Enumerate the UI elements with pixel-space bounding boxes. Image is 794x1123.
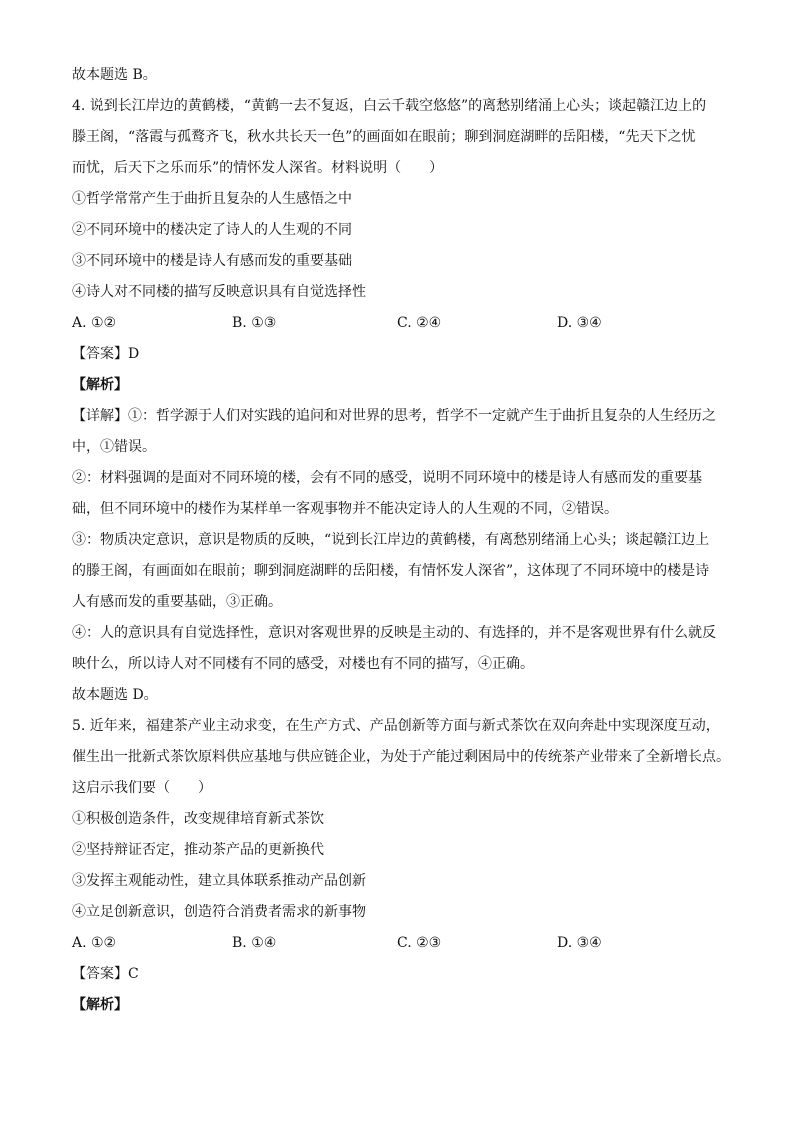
question-5-stem: 5. 近年来，福建茶产业主动求变，在生产方式、产品创新等方面与新式茶饮在双向奔赴中实现深度互动， — [72, 718, 720, 734]
detail-line: 人有感而发的重要基础，③正确。 — [72, 594, 282, 610]
statement-1: ①哲学常常产生于曲折且复杂的人生感悟之中 — [72, 191, 352, 207]
statement-3: ③发挥主观能动性，建立具体联系推动产品创新 — [72, 873, 366, 889]
option-c: C. ②③ — [397, 935, 442, 951]
statement-4: ④立足创新意识，创造符合消费者需求的新事物 — [72, 904, 366, 920]
document-page — [72, 60, 732, 1021]
text-line: 而忧，后天下之乐而乐”的情怀发人深省。材料说明（ ） — [72, 160, 444, 176]
detail-line: ②：材料强调的是面对不同环境的楼，会有不同的感受，说明不同环境中的楼是诗人有感而发的重要基 — [72, 470, 702, 486]
option-b: B. ①③ — [232, 315, 277, 331]
option-a: A. ①② — [72, 935, 117, 951]
statement-3: ③不同环境中的楼是诗人有感而发的重要基础 — [72, 253, 352, 269]
option-a: A. ①② — [72, 315, 117, 331]
detail-line: 中，①错误。 — [72, 439, 156, 455]
detail-line: 础，但不同环境中的楼作为某样单一客观事物并不能决定诗人的人生观的不同，②错误。 — [72, 501, 618, 517]
detail-line: 【详解】①：哲学源于人们对实践的追问和对世界的思考，哲学不一定就产生于曲折且复杂的人生经历之 — [72, 408, 716, 424]
option-c: C. ②④ — [397, 315, 442, 331]
statement-1: ①积极创造条件，改变规律培育新式茶饮 — [72, 811, 324, 827]
option-d: D. ③④ — [557, 935, 602, 951]
statement-4: ④诗人对不同楼的描写反映意识具有自觉选择性 — [72, 284, 366, 300]
detail-line: 的滕王阁，有画面如在眼前；聊到洞庭湖畔的岳阳楼，有情怀发人深省”，这体现了不同环境中的楼是诗 — [72, 563, 710, 579]
detail-line: 映什么，所以诗人对不同楼有不同的感受，对楼也有不同的描写，④正确。 — [72, 656, 534, 672]
question-5-analysis-heading: 【解析】 — [72, 997, 128, 1013]
option-b: B. ①④ — [232, 935, 277, 951]
text-line: 滕王阁，“落霞与孤鹜齐飞，秋水共长天一色”的画面如在眼前；聊到洞庭湖畔的岳阳楼，“先天下之忧 — [72, 129, 696, 145]
detail-line: ④：人的意识具有自觉选择性，意识对客观世界的反映是主动的、有选择的，并不是客观世界有什么就反 — [72, 625, 716, 641]
question-4-analysis-heading: 【解析】 — [72, 377, 128, 393]
question-5-answer: 【答案】C — [72, 966, 139, 982]
statement-2: ②不同环境中的楼决定了诗人的人生观的不同 — [72, 222, 352, 238]
question-4-stem: 4. 说到长江岸边的黄鹤楼，“黄鹤一去不复返，白云千载空悠悠”的离愁别绪涌上心头；谈起赣江边上的 — [72, 98, 707, 114]
question-5-options — [72, 928, 732, 959]
statement-2: ②坚持辩证否定，推动茶产品的更新换代 — [72, 842, 324, 858]
detail-line: 故本题选 D。 — [72, 687, 158, 703]
text-line: 这启示我们要（ ） — [72, 780, 212, 796]
option-d: D. ③④ — [557, 315, 602, 331]
question-4-options — [72, 308, 732, 339]
text-line: 催生出一批新式茶饮原料供应基地与供应链企业，为处于产能过剩困局中的传统茶产业带来了全新增长点。 — [72, 749, 730, 765]
text-line: 故本题选 B。 — [72, 67, 157, 83]
detail-line: ③：物质决定意识，意识是物质的反映，“说到长江岸边的黄鹤楼，有离愁别绪涌上心头；谈起赣江边上 — [72, 532, 710, 548]
question-4-answer: 【答案】D — [72, 346, 140, 362]
